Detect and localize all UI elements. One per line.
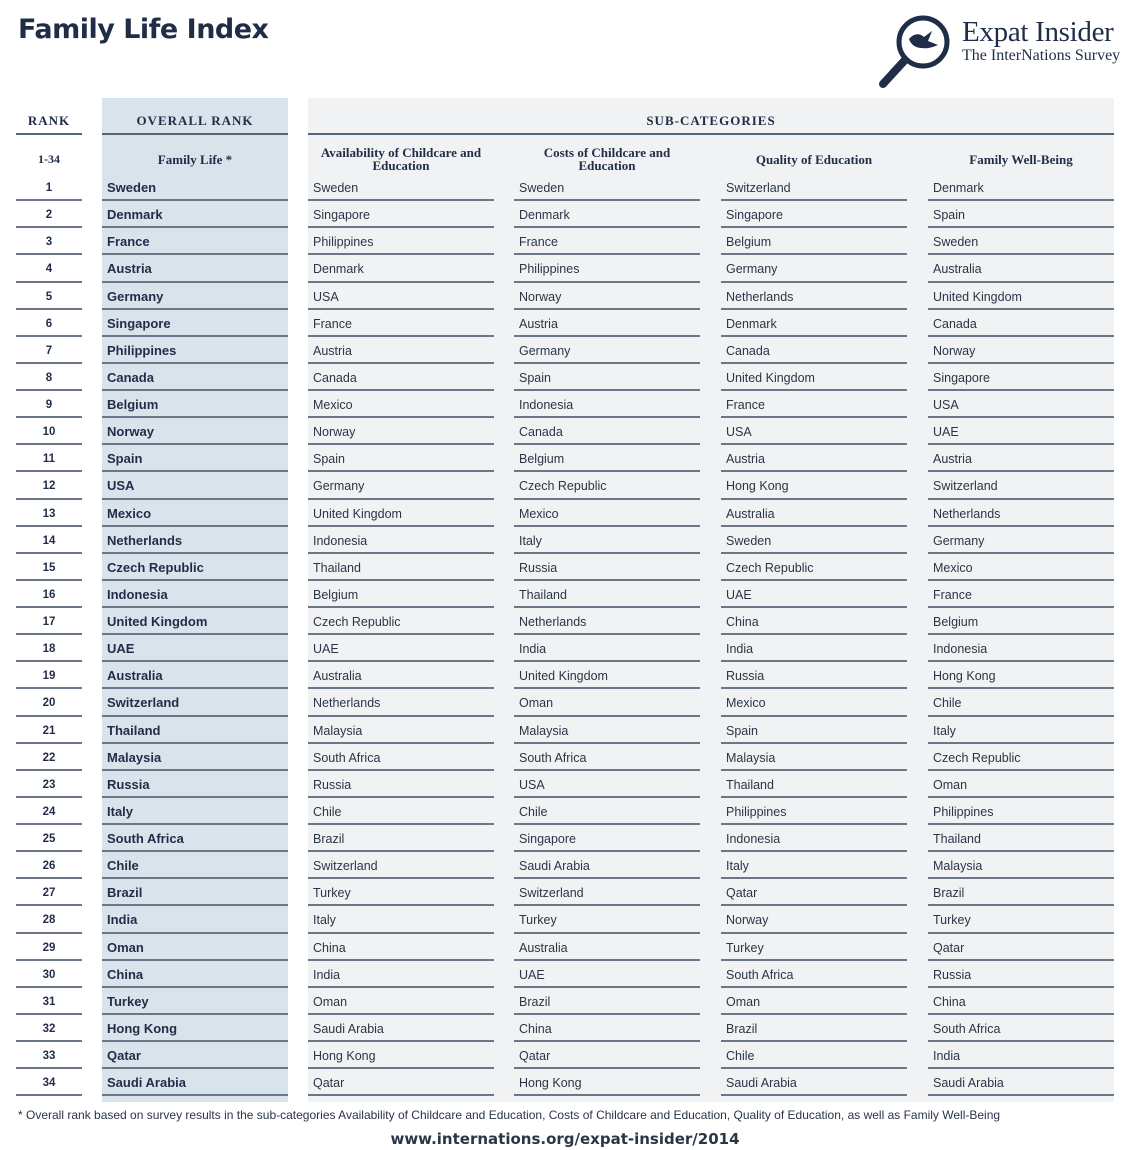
overall-country-cell: Qatar (102, 1042, 288, 1069)
overall-country-cell: South Africa (102, 825, 288, 852)
table-row (0, 445, 1130, 472)
quality-cell: Chile (721, 1042, 907, 1069)
rank-cell: 21 (16, 717, 82, 744)
overall-country-cell: Hong Kong (102, 1015, 288, 1042)
table-row (0, 934, 1130, 961)
availability-cell: Russia (308, 771, 494, 798)
divider (102, 133, 288, 135)
table-row (0, 988, 1130, 1015)
quality-cell: South Africa (721, 961, 907, 988)
quality-cell: Spain (721, 717, 907, 744)
overall-country-cell: Sweden (102, 174, 288, 201)
overall-country-cell: Germany (102, 283, 288, 310)
family-life-header: Family Life * (157, 151, 233, 167)
wellbeing-cell: China (928, 988, 1114, 1015)
costs-cell: Brazil (514, 988, 700, 1015)
quality-cell: Australia (721, 500, 907, 527)
table-row (0, 906, 1130, 933)
quality-cell: Russia (721, 662, 907, 689)
availability-cell: Malaysia (308, 717, 494, 744)
rank-cell: 25 (16, 825, 82, 852)
rank-cell: 6 (16, 310, 82, 337)
quality-cell: Indonesia (721, 825, 907, 852)
availability-cell: Norway (308, 418, 494, 445)
wellbeing-cell: Saudi Arabia (928, 1069, 1114, 1096)
rank-cell: 31 (16, 988, 82, 1015)
wellbeing-cell: Germany (928, 527, 1114, 554)
quality-cell: Malaysia (721, 744, 907, 771)
overall-country-cell: Australia (102, 662, 288, 689)
rank-cell: 5 (16, 283, 82, 310)
rank-cell: 24 (16, 798, 82, 825)
costs-cell: Spain (514, 364, 700, 391)
costs-cell: India (514, 635, 700, 662)
costs-cell: Germany (514, 337, 700, 364)
wellbeing-cell: Hong Kong (928, 662, 1114, 689)
overall-country-cell: Saudi Arabia (102, 1069, 288, 1096)
availability-header: Availability of Childcare and Education (320, 145, 482, 173)
rank-cell: 8 (16, 364, 82, 391)
availability-cell: Indonesia (308, 527, 494, 554)
availability-cell: Australia (308, 662, 494, 689)
quality-cell: Saudi Arabia (721, 1069, 907, 1096)
quality-cell: Brazil (721, 1015, 907, 1042)
wellbeing-cell: Norway (928, 337, 1114, 364)
quality-cell: Singapore (721, 201, 907, 228)
rank-cell: 12 (16, 472, 82, 499)
rank-cell: 14 (16, 527, 82, 554)
wellbeing-cell: Netherlands (928, 500, 1114, 527)
costs-cell: Belgium (514, 445, 700, 472)
table-row (0, 1069, 1130, 1096)
availability-cell: Qatar (308, 1069, 494, 1096)
table-row (0, 364, 1130, 391)
availability-cell: Singapore (308, 201, 494, 228)
costs-cell: Mexico (514, 500, 700, 527)
wellbeing-cell: Indonesia (928, 635, 1114, 662)
wellbeing-cell: United Kingdom (928, 283, 1114, 310)
rank-cell: 30 (16, 961, 82, 988)
availability-cell: Belgium (308, 581, 494, 608)
costs-cell: United Kingdom (514, 662, 700, 689)
table-row (0, 961, 1130, 988)
overall-country-cell: Chile (102, 852, 288, 879)
table-row (0, 879, 1130, 906)
availability-cell: Austria (308, 337, 494, 364)
table-row (0, 337, 1130, 364)
overall-country-cell: France (102, 228, 288, 255)
rank-range: 1-34 (38, 151, 60, 166)
availability-cell: Saudi Arabia (308, 1015, 494, 1042)
rank-cell: 22 (16, 744, 82, 771)
costs-cell: Oman (514, 689, 700, 716)
costs-cell: Chile (514, 798, 700, 825)
availability-cell: France (308, 310, 494, 337)
rank-cell: 34 (16, 1069, 82, 1096)
wellbeing-cell: South Africa (928, 1015, 1114, 1042)
wellbeing-cell: Chile (928, 689, 1114, 716)
table-row (0, 635, 1130, 662)
table-row (0, 1015, 1130, 1042)
wellbeing-cell: Oman (928, 771, 1114, 798)
table-row (0, 689, 1130, 716)
costs-cell: Saudi Arabia (514, 852, 700, 879)
rank-cell: 7 (16, 337, 82, 364)
rank-cell: 26 (16, 852, 82, 879)
costs-cell: South Africa (514, 744, 700, 771)
rank-cell: 28 (16, 906, 82, 933)
rank-cell: 20 (16, 689, 82, 716)
costs-cell: China (514, 1015, 700, 1042)
rank-cell: 23 (16, 771, 82, 798)
wellbeing-cell: Italy (928, 717, 1114, 744)
table-row (0, 1042, 1130, 1069)
wellbeing-cell: Turkey (928, 906, 1114, 933)
overall-country-cell: Switzerland (102, 689, 288, 716)
overall-country-cell: Malaysia (102, 744, 288, 771)
rank-cell: 1 (16, 174, 82, 201)
page-title: Family Life Index (18, 14, 269, 45)
quality-cell: Hong Kong (721, 472, 907, 499)
table-row (0, 825, 1130, 852)
subcategories-header: SUB-CATEGORIES (646, 113, 776, 128)
availability-cell: Denmark (308, 255, 494, 282)
wellbeing-cell: Singapore (928, 364, 1114, 391)
table-row (0, 798, 1130, 825)
rank-cell: 29 (16, 934, 82, 961)
table-row (0, 391, 1130, 418)
availability-cell: Canada (308, 364, 494, 391)
rank-header: RANK (27, 113, 71, 128)
costs-cell: Czech Republic (514, 472, 700, 499)
table-row (0, 527, 1130, 554)
overall-country-cell: Philippines (102, 337, 288, 364)
quality-cell: Austria (721, 445, 907, 472)
quality-cell: Canada (721, 337, 907, 364)
availability-cell: Chile (308, 798, 494, 825)
quality-cell: Mexico (721, 689, 907, 716)
quality-cell: United Kingdom (721, 364, 907, 391)
wellbeing-cell: Thailand (928, 825, 1114, 852)
rank-cell: 11 (16, 445, 82, 472)
table-row (0, 717, 1130, 744)
table-row (0, 581, 1130, 608)
rank-cell: 18 (16, 635, 82, 662)
table-row (0, 662, 1130, 689)
overall-country-cell: Singapore (102, 310, 288, 337)
availability-cell: Philippines (308, 228, 494, 255)
overall-country-cell: Netherlands (102, 527, 288, 554)
costs-cell: Qatar (514, 1042, 700, 1069)
website-link[interactable]: www.internations.org/expat-insider/2014 (390, 1130, 740, 1148)
costs-cell: Italy (514, 527, 700, 554)
quality-header: Quality of Education (755, 151, 873, 167)
quality-cell: Oman (721, 988, 907, 1015)
wellbeing-cell: Philippines (928, 798, 1114, 825)
availability-cell: USA (308, 283, 494, 310)
quality-cell: India (721, 635, 907, 662)
table-row (0, 608, 1130, 635)
costs-cell: Malaysia (514, 717, 700, 744)
table-row (0, 418, 1130, 445)
costs-cell: Thailand (514, 581, 700, 608)
costs-cell: USA (514, 771, 700, 798)
wellbeing-cell: Switzerland (928, 472, 1114, 499)
overall-country-cell: Italy (102, 798, 288, 825)
wellbeing-cell: Qatar (928, 934, 1114, 961)
wellbeing-header: Family Well-Being (969, 151, 1073, 167)
quality-cell: Switzerland (721, 174, 907, 201)
costs-cell: Singapore (514, 825, 700, 852)
quality-cell: Italy (721, 852, 907, 879)
table-row (0, 283, 1130, 310)
rank-cell: 10 (16, 418, 82, 445)
overall-country-cell: Brazil (102, 879, 288, 906)
availability-cell: UAE (308, 635, 494, 662)
rank-cell: 15 (16, 554, 82, 581)
availability-cell: Netherlands (308, 689, 494, 716)
costs-cell: Austria (514, 310, 700, 337)
ranking-table (0, 174, 1130, 1096)
overall-country-cell: Spain (102, 445, 288, 472)
availability-cell: Oman (308, 988, 494, 1015)
overall-country-cell: Belgium (102, 391, 288, 418)
costs-cell: Indonesia (514, 391, 700, 418)
availability-cell: Spain (308, 445, 494, 472)
quality-cell: Czech Republic (721, 554, 907, 581)
table-row (0, 255, 1130, 282)
rank-cell: 19 (16, 662, 82, 689)
divider (16, 133, 82, 135)
quality-cell: USA (721, 418, 907, 445)
rank-cell: 4 (16, 255, 82, 282)
wellbeing-cell: Belgium (928, 608, 1114, 635)
rank-cell: 2 (16, 201, 82, 228)
rank-cell: 16 (16, 581, 82, 608)
rank-cell: 13 (16, 500, 82, 527)
overall-country-cell: Mexico (102, 500, 288, 527)
wellbeing-cell: Mexico (928, 554, 1114, 581)
availability-cell: United Kingdom (308, 500, 494, 527)
quality-cell: Sweden (721, 527, 907, 554)
quality-cell: Norway (721, 906, 907, 933)
costs-cell: Netherlands (514, 608, 700, 635)
costs-cell: Russia (514, 554, 700, 581)
quality-cell: Turkey (721, 934, 907, 961)
costs-cell: Norway (514, 283, 700, 310)
overall-country-cell: China (102, 961, 288, 988)
overall-country-cell: Oman (102, 934, 288, 961)
footnote: * Overall rank based on survey results in the sub-categories Availability of Childcare and Education, Costs of Childcare and Education, Quality of Education, as well as Family Well-Being (18, 1108, 1001, 1122)
wellbeing-cell: Czech Republic (928, 744, 1114, 771)
availability-cell: Brazil (308, 825, 494, 852)
availability-cell: Sweden (308, 174, 494, 201)
table-row (0, 771, 1130, 798)
overall-country-cell: Denmark (102, 201, 288, 228)
wellbeing-cell: Denmark (928, 174, 1114, 201)
table-row (0, 201, 1130, 228)
costs-header: Costs of Childcare and Education (543, 145, 671, 173)
overall-country-cell: Czech Republic (102, 554, 288, 581)
expat-insider-logo (876, 12, 1121, 92)
overall-country-cell: Turkey (102, 988, 288, 1015)
overall-country-cell: Austria (102, 255, 288, 282)
overall-country-cell: USA (102, 472, 288, 499)
wellbeing-cell: Russia (928, 961, 1114, 988)
overall-country-cell: Thailand (102, 717, 288, 744)
costs-cell: Switzerland (514, 879, 700, 906)
wellbeing-cell: Brazil (928, 879, 1114, 906)
table-row (0, 310, 1130, 337)
quality-cell: France (721, 391, 907, 418)
overall-country-cell: United Kingdom (102, 608, 288, 635)
wellbeing-cell: Australia (928, 255, 1114, 282)
wellbeing-cell: UAE (928, 418, 1114, 445)
rank-cell: 32 (16, 1015, 82, 1042)
overall-rank-header: OVERALL RANK (136, 113, 254, 128)
costs-cell: Turkey (514, 906, 700, 933)
wellbeing-cell: Spain (928, 201, 1114, 228)
quality-cell: China (721, 608, 907, 635)
table-row (0, 500, 1130, 527)
costs-cell: Australia (514, 934, 700, 961)
overall-country-cell: India (102, 906, 288, 933)
availability-cell: Turkey (308, 879, 494, 906)
wellbeing-cell: Sweden (928, 228, 1114, 255)
wellbeing-cell: France (928, 581, 1114, 608)
costs-cell: Philippines (514, 255, 700, 282)
wellbeing-cell: Malaysia (928, 852, 1114, 879)
availability-cell: South Africa (308, 744, 494, 771)
costs-cell: UAE (514, 961, 700, 988)
wellbeing-cell: Austria (928, 445, 1114, 472)
magnifier-bird-icon (876, 12, 956, 92)
overall-country-cell: Russia (102, 771, 288, 798)
table-row (0, 744, 1130, 771)
table-row (0, 852, 1130, 879)
rank-cell: 3 (16, 228, 82, 255)
rank-cell: 27 (16, 879, 82, 906)
overall-country-cell: UAE (102, 635, 288, 662)
availability-cell: China (308, 934, 494, 961)
quality-cell: Philippines (721, 798, 907, 825)
brand-title: Expat Insider (962, 16, 1114, 48)
availability-cell: Czech Republic (308, 608, 494, 635)
wellbeing-cell: Canada (928, 310, 1114, 337)
availability-cell: Switzerland (308, 852, 494, 879)
quality-cell: Thailand (721, 771, 907, 798)
overall-country-cell: Indonesia (102, 581, 288, 608)
overall-country-cell: Norway (102, 418, 288, 445)
table-row (0, 228, 1130, 255)
table-row (0, 472, 1130, 499)
quality-cell: Germany (721, 255, 907, 282)
table-row (0, 174, 1130, 201)
costs-cell: Canada (514, 418, 700, 445)
overall-country-cell: Canada (102, 364, 288, 391)
availability-cell: Germany (308, 472, 494, 499)
availability-cell: Thailand (308, 554, 494, 581)
costs-cell: Sweden (514, 174, 700, 201)
rank-cell: 33 (16, 1042, 82, 1069)
quality-cell: Netherlands (721, 283, 907, 310)
costs-cell: Denmark (514, 201, 700, 228)
rank-cell: 9 (16, 391, 82, 418)
availability-cell: Mexico (308, 391, 494, 418)
quality-cell: Qatar (721, 879, 907, 906)
table-row (0, 554, 1130, 581)
quality-cell: Belgium (721, 228, 907, 255)
availability-cell: Italy (308, 906, 494, 933)
wellbeing-cell: India (928, 1042, 1114, 1069)
quality-cell: Denmark (721, 310, 907, 337)
costs-cell: France (514, 228, 700, 255)
divider (308, 133, 1114, 135)
availability-cell: India (308, 961, 494, 988)
wellbeing-cell: USA (928, 391, 1114, 418)
quality-cell: UAE (721, 581, 907, 608)
brand-tagline: The InterNations Survey (962, 47, 1121, 64)
availability-cell: Hong Kong (308, 1042, 494, 1069)
costs-cell: Hong Kong (514, 1069, 700, 1096)
rank-cell: 17 (16, 608, 82, 635)
